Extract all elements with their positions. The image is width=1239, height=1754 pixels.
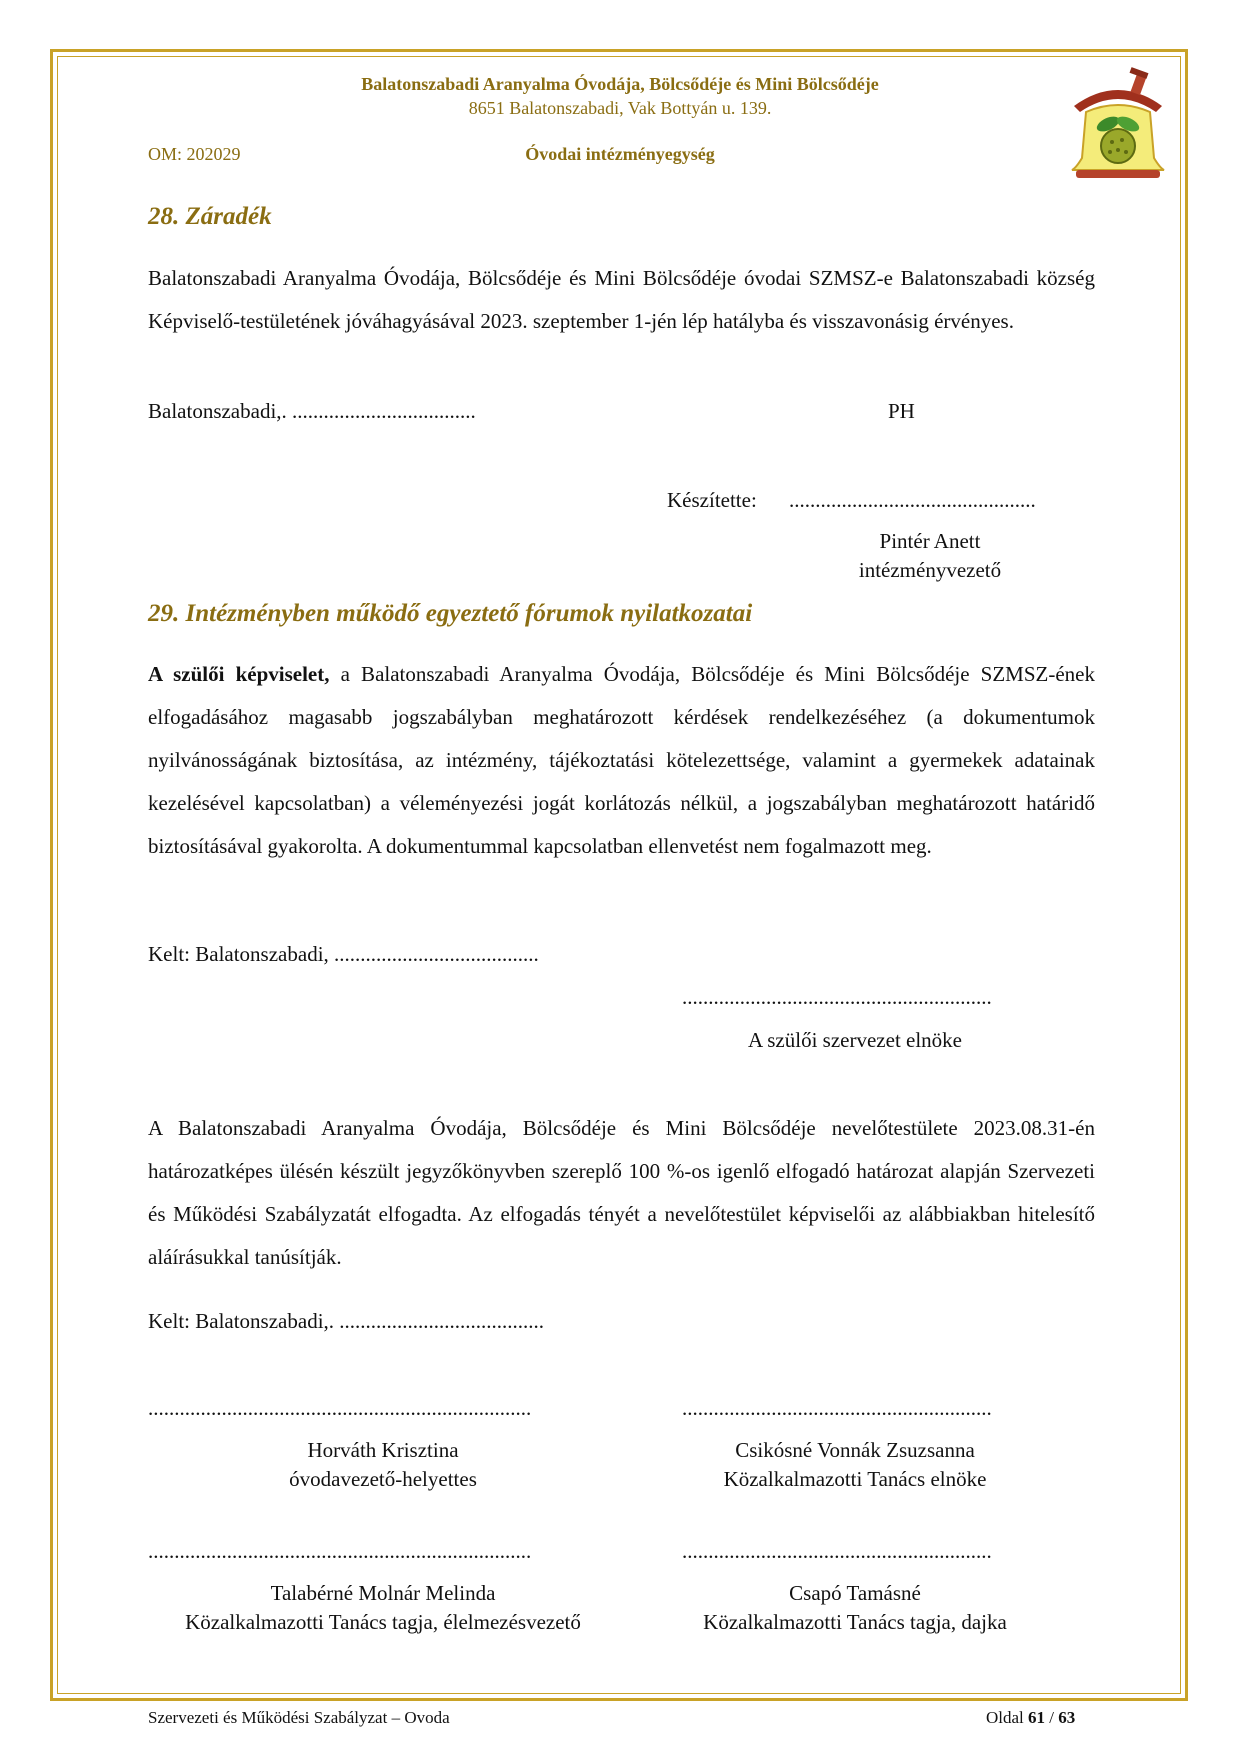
- signature-role-1: óvodavezető-helyettes: [289, 1467, 477, 1491]
- footer-page-number: [986, 1708, 1075, 1728]
- ph-stamp-mark: PH: [888, 399, 915, 423]
- section-29-title: 29. Intézményben működő egyeztető fórumok nyilatkozatai: [148, 600, 753, 627]
- date-line-2: Kelt: Balatonszabadi,. .......................................: [148, 1309, 545, 1333]
- footer-document-title: Szervezeti és Működési Szabályzat – Ovoda: [148, 1708, 450, 1727]
- parents-statement-lead: A szülői képviselet,: [148, 662, 330, 686]
- unit-name: Óvodai intézményegység: [525, 144, 715, 164]
- signer-name: Pintér Anett: [879, 529, 981, 553]
- parent-signature-role: A szülői szervezet elnöke: [748, 1028, 962, 1052]
- signature-line-4: ...........................................................: [682, 1539, 992, 1563]
- page-separator: /: [1049, 1708, 1055, 1727]
- page-current: 61: [1028, 1708, 1046, 1727]
- date-line-1: Kelt: Balatonszabadi, .......................................: [148, 942, 539, 966]
- place-date-line: Balatonszabadi,. ...................................: [148, 399, 476, 423]
- page-total: 63: [1058, 1708, 1076, 1727]
- prepared-by-signature-line: ...............................................: [789, 488, 1036, 512]
- signature-line-2: ...........................................................: [682, 1396, 992, 1420]
- institution-name: Balatonszabadi Aranyalma Óvodája, Bölcsődéje és Mini Bölcsődéje: [361, 74, 879, 94]
- signature-role-4: Közalkalmazotti Tanács tagja, dajka: [703, 1610, 1007, 1634]
- signature-name-1: Horváth Krisztina: [307, 1438, 459, 1462]
- kindergarten-logo-icon: [1064, 66, 1172, 186]
- parents-statement: [148, 653, 1095, 868]
- signature-line-3: .........................................................................: [148, 1539, 532, 1563]
- signature-name-4: Csapó Tamásné: [789, 1581, 921, 1605]
- page-label: Oldal: [986, 1708, 1024, 1727]
- signer-role: intézményvezető: [858, 558, 1002, 582]
- section-28-title: 28. Záradék: [148, 203, 272, 230]
- om-number: OM: 202029: [148, 144, 241, 164]
- signature-line-1: .........................................................................: [148, 1396, 532, 1420]
- signature-role-2: Közalkalmazotti Tanács elnöke: [723, 1467, 987, 1491]
- parent-signature-line: ...........................................................: [682, 985, 992, 1009]
- signature-name-3: Talabérné Molnár Melinda: [270, 1581, 496, 1605]
- prepared-by-label: Készítette:: [667, 488, 757, 512]
- signature-role-3: Közalkalmazotti Tanács tagja, élelmezésvezető: [185, 1610, 581, 1634]
- section-28-body: Balatonszabadi Aranyalma Óvodája, Bölcsődéje és Mini Bölcsődéje óvodai SZMSZ-e Balatonszabadi község Képviselő-testületének jóváhagyásával 2023. szeptember 1-jén lép hatályba és visszavonásig érvényes.: [148, 266, 1095, 333]
- institution-address: 8651 Balatonszabadi, Vak Bottyán u. 139.: [468, 98, 772, 118]
- parents-statement-text: a Balatonszabadi Aranyalma Óvodája, Bölcsődéje és Mini Bölcsődéje SZMSZ-ének elfogadásához magasabb jogszabályban meghatározott kérdések rendelkezéséhez (a dokumentumok nyilvánosságának biztosítása, az intézmény, tájékoztatási kötelezettsége, valamint a gyermekek adatainak kezelésével kapcsolatban) a véleményezési jogát korlátozás nélkül, a jogszabályban meghatározott határidő biztosításával gyakorolta. A dokumentummal kapcsolatban ellenvetést nem fogalmazott meg.: [148, 662, 1095, 858]
- signature-name-2: Csikósné Vonnák Zsuzsanna: [735, 1438, 975, 1462]
- staff-statement: A Balatonszabadi Aranyalma Óvodája, Bölcsődéje és Mini Bölcsődéje nevelőtestülete 2023.08.31-én határozatképes ülésén készült jegyzőkönyvben szereplő 100 %-os igenlő elfogadó határozat alapján Szervezeti és Működési Szabályzatát elfogadta. Az elfogadás tényét a nevelőtestület képviselői az alábbiakban hitelesítő aláírásukkal tanúsítják.: [148, 1116, 1095, 1269]
